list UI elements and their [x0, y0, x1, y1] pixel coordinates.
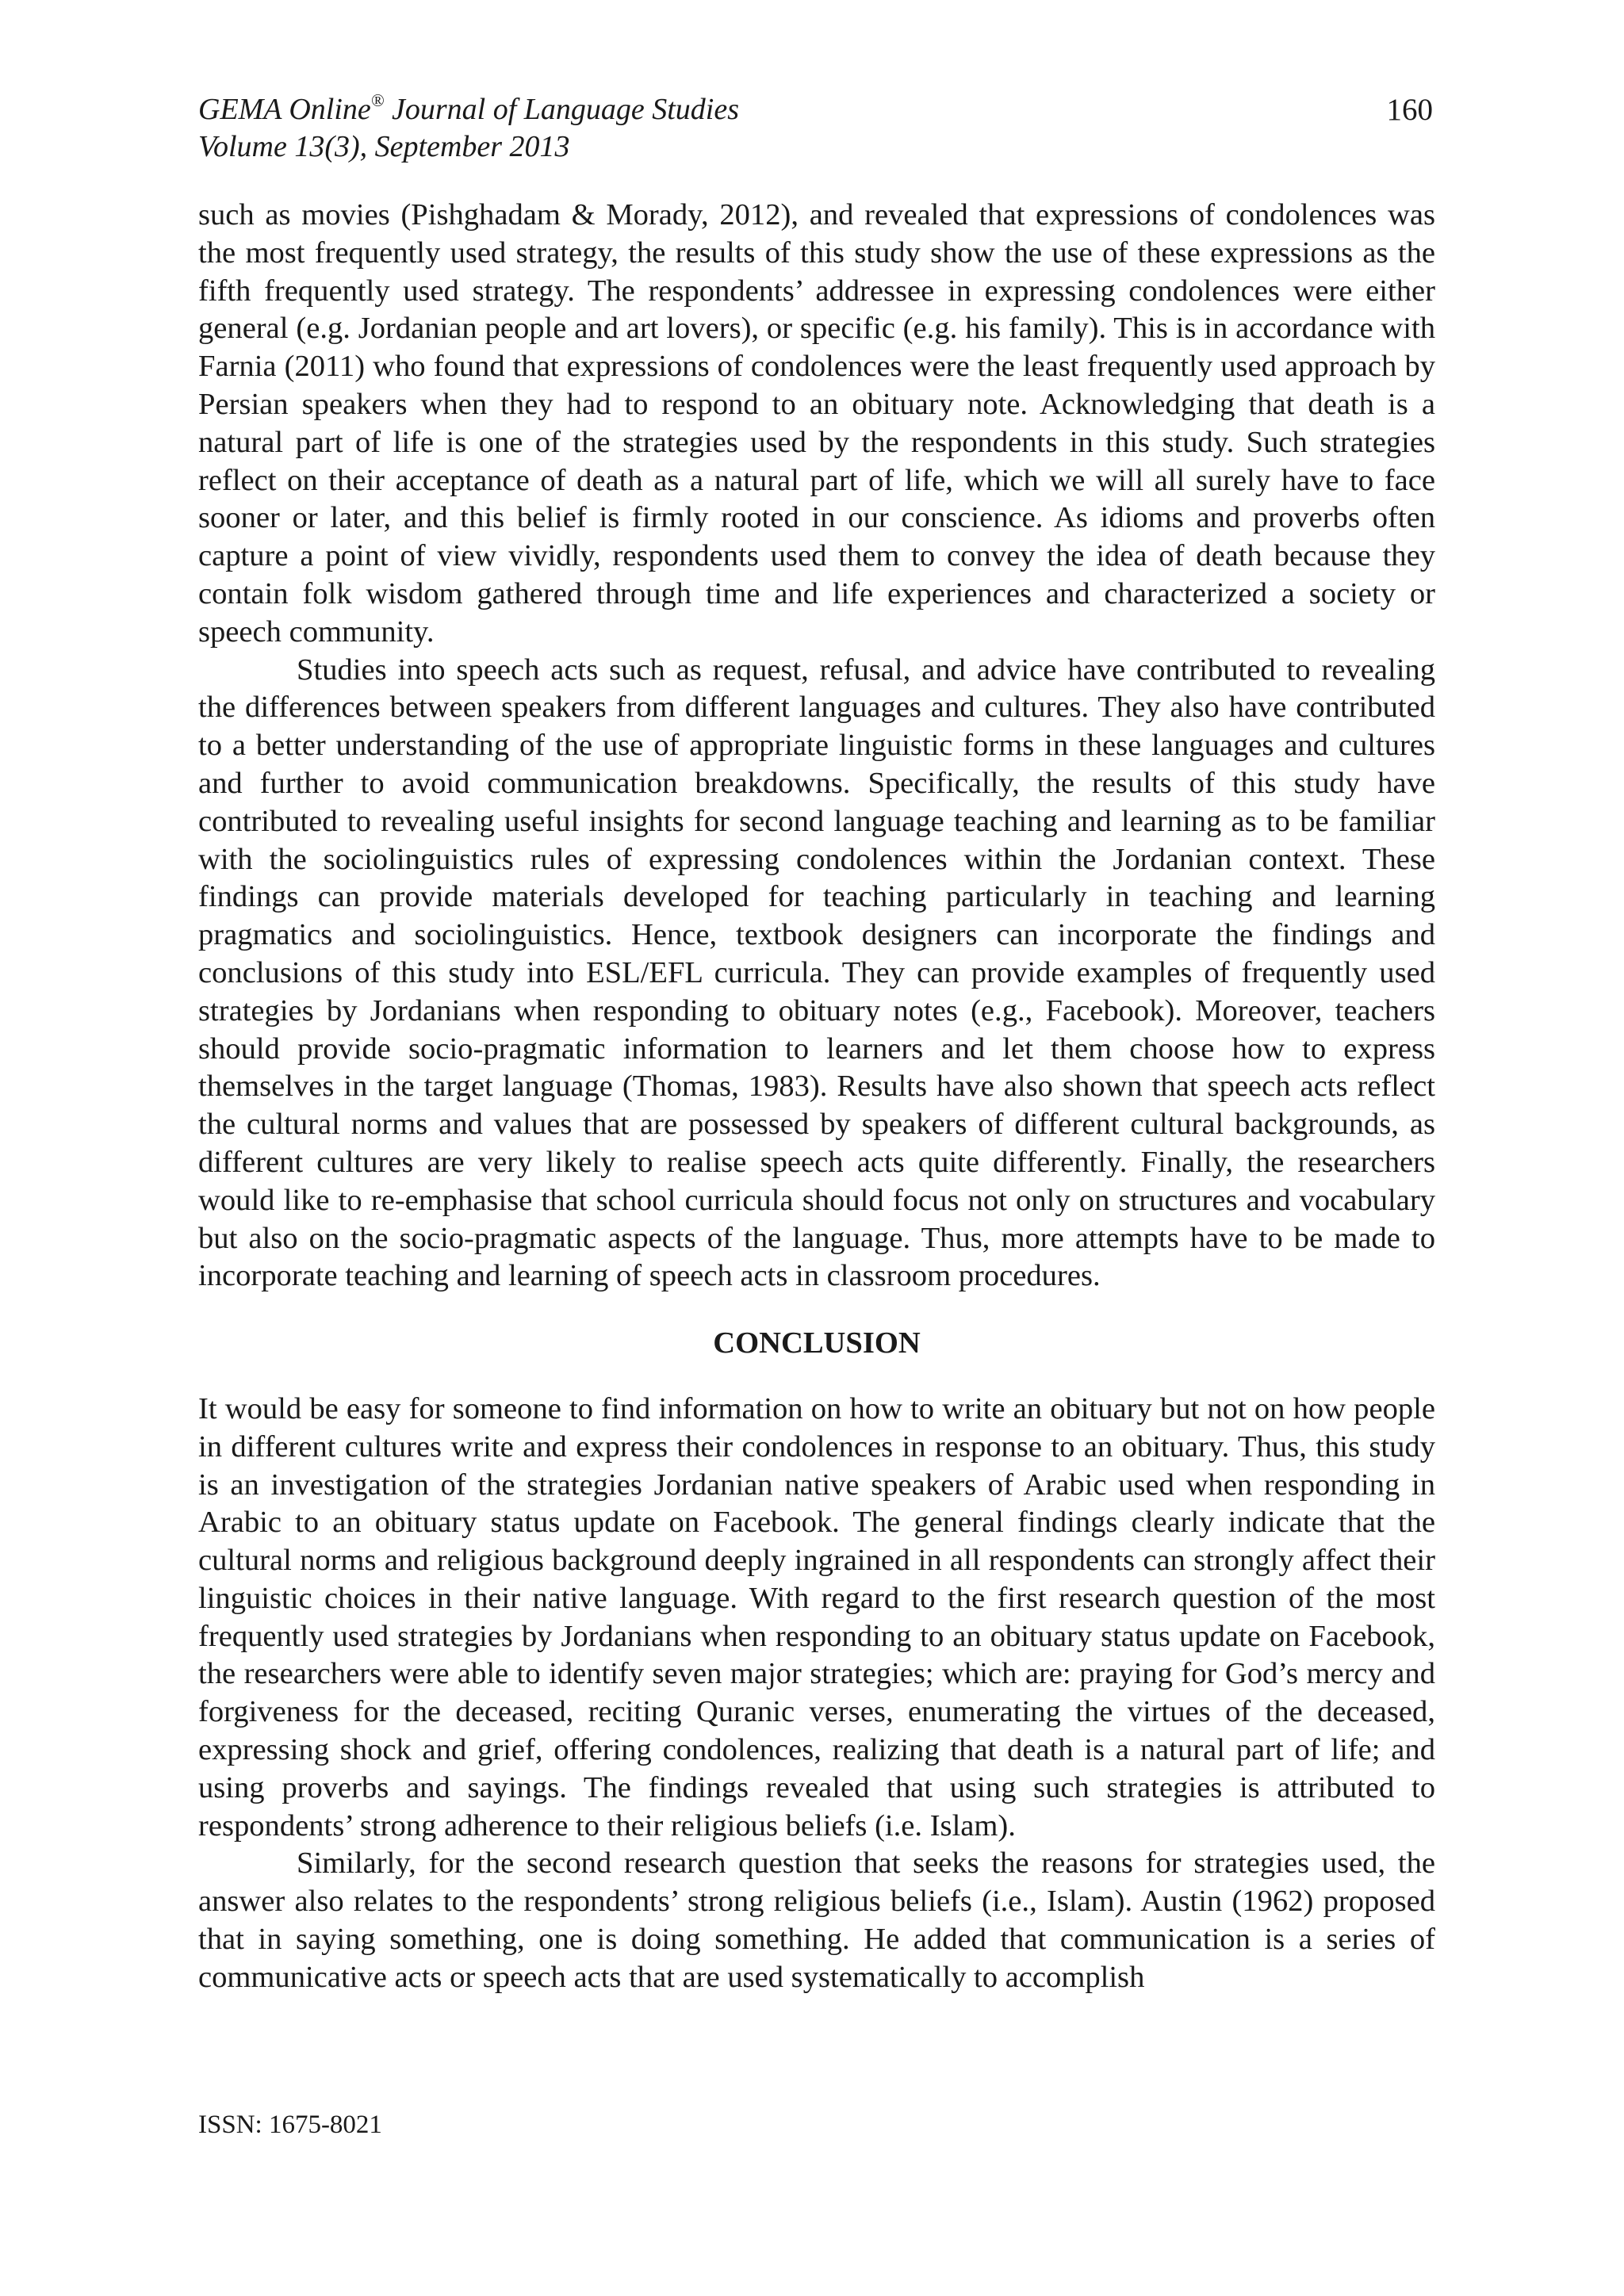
running-header [198, 91, 1435, 166]
body-paragraph-4: Similarly, for the second research question that seeks the reasons for strategies used, the answer also relates to the respondents’ strong religious beliefs (i.e., Islam). Austin (1962) proposed that in saying something, one is doing something. He added that communication is a series of communicative acts or speech acts that are used systematically to accomplish [198, 1846, 1435, 1994]
journal-name-rest: Journal of Language Studies [384, 93, 740, 126]
journal-name: GEMA Online [198, 93, 371, 126]
section-heading-conclusion: CONCLUSION [713, 1326, 921, 1360]
body-paragraph-3-part-2: enumerating the virtues of the deceased, expressing shock and grief, offering condolences, realizing that death is a natural part of life; and using proverbs and sayings. The findings revealed that using such strategies is attributed to respondents’ strong adherence to their religious beliefs (i.e. Islam). [198, 1695, 1435, 1843]
volume-info: Volume 13(3), September 2013 [198, 130, 570, 163]
body-paragraph-3-comma: , [885, 1695, 894, 1729]
issn-footer: ISSN: 1675-8021 [198, 2110, 382, 2139]
body-paragraph-1: such as movies (Pishghadam & Morady, 2012), and revealed that expressions of condolences was the most frequently used strategy, the results of this study show the use of these expressions as the fifth frequently used strategy. The respondents’ addressee in expressing condolences were either general (e.g. Jordanian people and art lovers), or specific (e.g. his family). This is in accordance with Farnia (2011) who found that expressions of condolences were the least frequently used approach by Persian speakers when they had to respond to an obituary note. Acknowledging that death is a natural part of life is one of the strategies used by the respondents in this study. Such strategies reflect on their acceptance of death as a natural part of life, which we will all surely have to face sooner or later, and this belief is firmly rooted in our conscience. As idioms and proverbs often capture a point of view vividly, respondents used them to convey the idea of death because they contain folk wisdom gathered through time and life experiences and characterized a society or speech community. [198, 198, 1435, 649]
article-body [198, 197, 1435, 1997]
journal-title [198, 91, 1435, 128]
body-paragraph-2: Studies into speech acts such as request, refusal, and advice have contributed to revealing the differences between speakers from different languages and cultures. They also have contributed to a better understanding of the use of appropriate linguistic forms in these languages and cultures and further to avoid communication breakdowns. Specifically, the results of this study have contributed to revealing useful insights for second language teaching and learning as to be familiar with the sociolinguistics rules of expressing condolences within the Jordanian context. These findings can provide materials developed for teaching particularly in teaching and learning pragmatics and sociolinguistics. Hence, textbook designers can incorporate the findings and conclusions of this study into ESL/EFL curricula. They can provide examples of frequently used strategies by Jordanians when responding to obituary notes (e.g., Facebook). Moreover, teachers should provide socio-pragmatic information to learners and let them choose how to express themselves in the target language (Thomas, 1983). Results have also shown that speech acts reflect the cultural norms and values that are possessed by speakers of different cultural backgrounds, as different cultures are very likely to realise speech acts quite differently. Finally, the researchers would like to re-emphasise that school curricula should focus not only on structures and vocabulary but also on the socio-pragmatic aspects of the language. Thus, more attempts have to be made to incorporate teaching and learning of speech acts in classroom procedures. [198, 652, 1435, 1293]
page-number: 160 [1386, 93, 1433, 127]
body-paragraph-3-part-1: It would be easy for someone to find information on how to write an obituary but not on how people in different cultures write and express their condolences in response to an obituary. Thus, this study is an investigation of the strategies Jordanian native speakers of Arabic used when responding in Arabic to an obituary status update on Facebook. The general findings clearly indicate that the cultural norms and religious background deeply ingrained in all respondents can strongly affect their linguistic choices in their native language. With regard to the first research question of the most frequently used strategies by Jordanians when responding to an obituary status update on Facebook, the researchers were able to identify seven major strategies; which are: praying for God’s mercy and forgiveness for the deceased, reciting Quranic verses [198, 1391, 1435, 1729]
body-paragraph-3 [198, 1391, 1435, 1846]
registered-mark: ® [370, 90, 385, 110]
